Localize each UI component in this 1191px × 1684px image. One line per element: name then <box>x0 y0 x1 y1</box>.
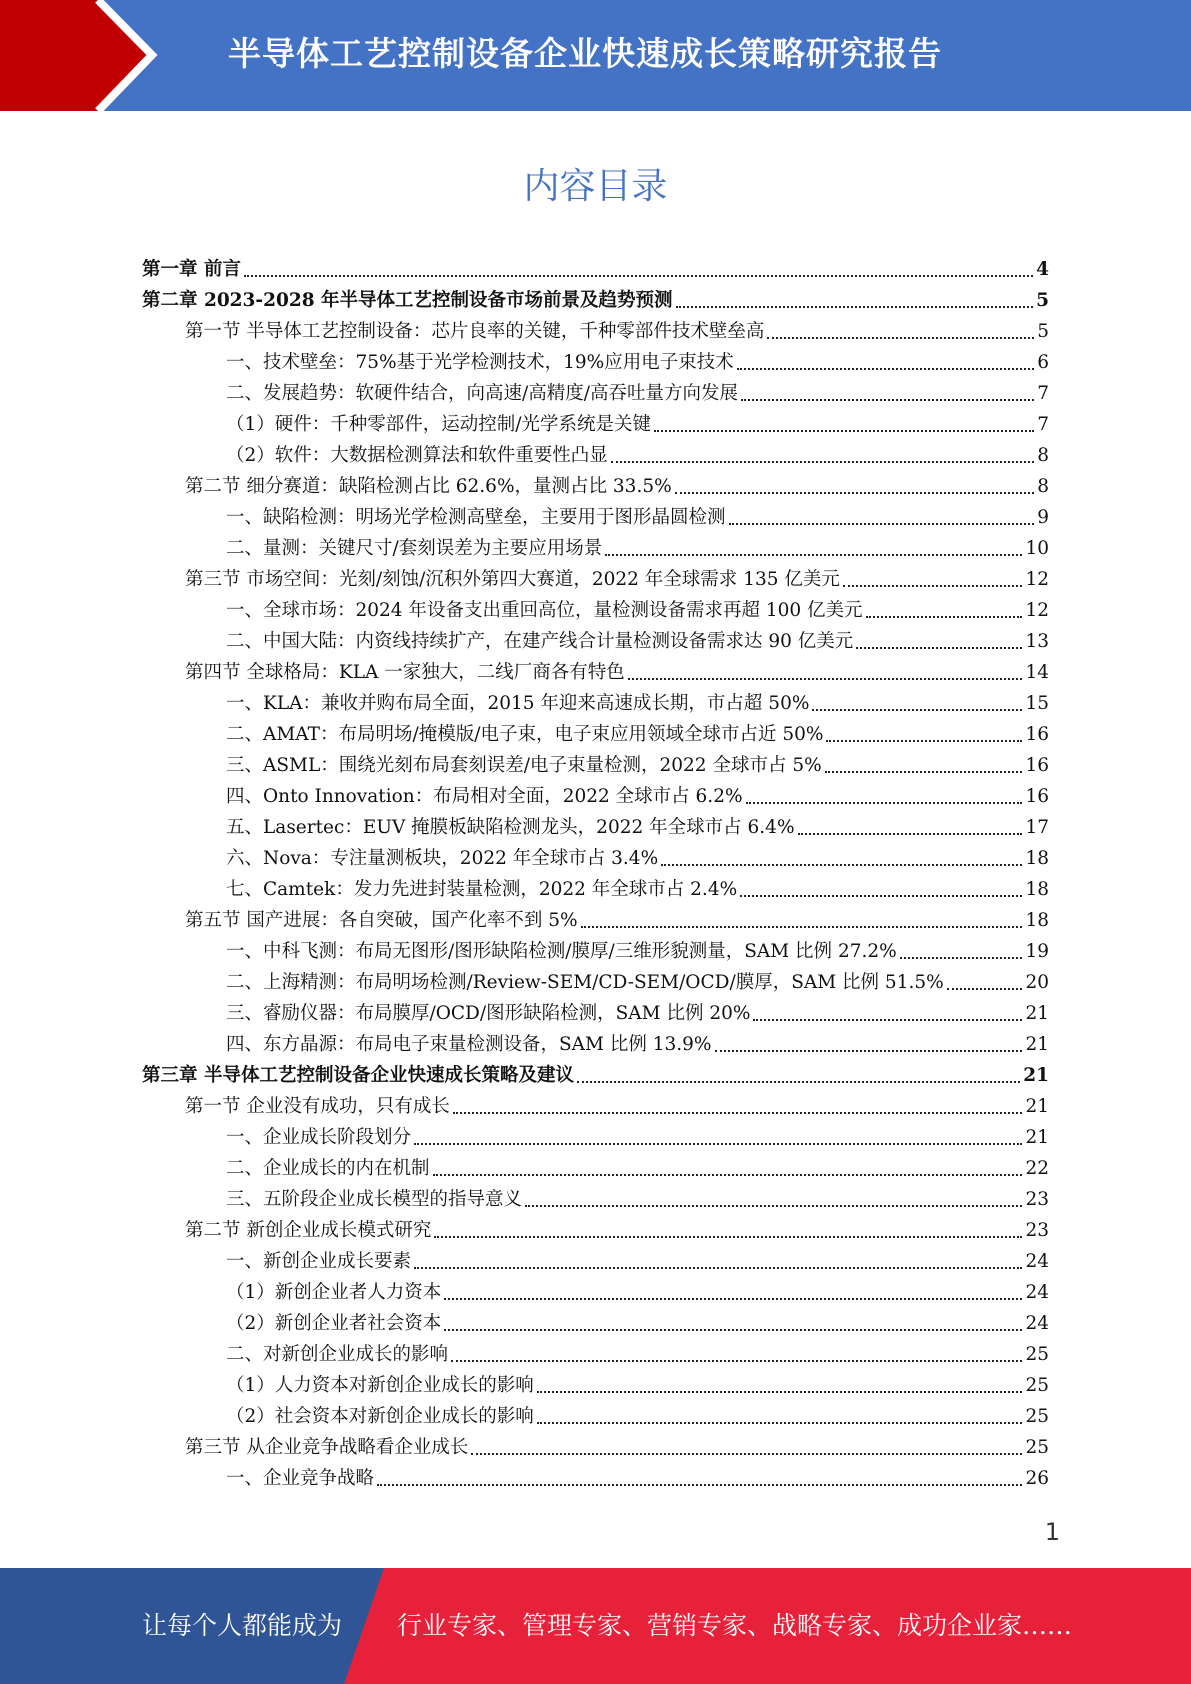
toc-dot-leader <box>661 864 1022 866</box>
toc-entry[interactable] <box>185 316 1049 347</box>
toc-dot-leader <box>856 647 1022 649</box>
toc-entry-page: 24 <box>1025 1282 1049 1303</box>
toc-entry-page: 26 <box>1025 1468 1049 1489</box>
toc-entry-title: 六、Nova：专注量测板块，2022 年全球市占 3.4% <box>226 848 659 869</box>
toc-dot-leader <box>537 1422 1023 1424</box>
toc-entry-title: 一、缺陷检测：明场光学检测高壁垒，主要用于图形晶圆检测 <box>226 507 726 528</box>
toc-dot-leader <box>577 1081 1020 1083</box>
toc-entry-title: 第三章 半导体工艺控制设备企业快速成长策略及建议 <box>142 1065 574 1086</box>
toc-entry-title: 第一节 半导体工艺控制设备：芯片良率的关键，千种零部件技术壁垒高 <box>185 321 765 342</box>
toc-entry[interactable] <box>226 533 1049 564</box>
toc-entry-title: 一、中科飞测：布局无图形/图形缺陷检测/膜厚/三维形貌测量，SAM 比例 27.2% <box>226 941 897 962</box>
toc-dot-leader <box>605 554 1022 556</box>
toc-entry[interactable] <box>142 254 1049 285</box>
toc-entry-title: （1）硬件：千种零部件，运动控制/光学系统是关键 <box>226 414 652 435</box>
toc-dot-leader <box>581 926 1023 928</box>
toc-entry-title: （1）人力资本对新创企业成长的影响 <box>226 1375 534 1396</box>
toc-dot-leader <box>611 461 1034 463</box>
toc-entry-title: 第四节 全球格局：KLA 一家独大，二线厂商各有特色 <box>185 662 625 683</box>
toc-entry-title: 二、量测：关键尺寸/套刻误差为主要应用场景 <box>226 538 603 559</box>
toc-entry[interactable] <box>226 1122 1049 1153</box>
toc-entry-page: 24 <box>1025 1251 1049 1272</box>
toc-entry-page: 18 <box>1025 848 1049 869</box>
toc-dot-leader <box>414 1267 1022 1269</box>
toc-entry-page: 8 <box>1037 476 1049 497</box>
toc-entry-page: 23 <box>1025 1189 1049 1210</box>
toc-entry[interactable] <box>226 967 1049 998</box>
toc-entry-title: 二、企业成长的内在机制 <box>226 1158 430 1179</box>
toc-entry-page: 5 <box>1036 290 1049 311</box>
toc-entry-page: 19 <box>1025 941 1049 962</box>
toc-dot-leader <box>453 1112 1023 1114</box>
toc-entry[interactable] <box>226 1277 1049 1308</box>
toc-entry-title: （1）新创企业者人力资本 <box>226 1282 442 1303</box>
toc-dot-leader <box>414 1143 1022 1145</box>
toc-entry-title: （2）社会资本对新创企业成长的影响 <box>226 1406 534 1427</box>
toc-entry[interactable] <box>226 1246 1049 1277</box>
toc-entry[interactable] <box>185 564 1049 595</box>
toc-entry-title: （2）新创企业者社会资本 <box>226 1313 442 1334</box>
toc-entry-title: 三、睿励仪器：布局膜厚/OCD/图形缺陷检测，SAM 比例 20% <box>226 1003 751 1024</box>
toc-dot-leader <box>737 368 1034 370</box>
toc-dot-leader <box>753 1019 1022 1021</box>
toc-entry-page: 13 <box>1025 631 1049 652</box>
header-banner <box>0 0 1191 111</box>
toc-entry[interactable] <box>142 285 1049 316</box>
toc-dot-leader <box>798 833 1023 835</box>
toc-entry-page: 21 <box>1025 1096 1049 1117</box>
toc-entry[interactable] <box>142 1060 1049 1091</box>
toc-entry-title: 四、东方晶源：布局电子束量检测设备，SAM 比例 13.9% <box>226 1034 712 1055</box>
toc-entry[interactable] <box>226 347 1049 378</box>
toc-entry-page: 25 <box>1025 1406 1049 1427</box>
toc-entry-page: 7 <box>1037 414 1049 435</box>
toc-dot-leader <box>947 988 1023 990</box>
toc-entry-page: 14 <box>1025 662 1049 683</box>
toc-dot-leader <box>741 399 1034 401</box>
toc-dot-leader <box>866 616 1023 618</box>
toc-entry-title: 三、五阶段企业成长模型的指导意义 <box>226 1189 523 1210</box>
toc-entry-title: 第二节 新创企业成长模式研究 <box>185 1220 432 1241</box>
toc-entry-title: 二、AMAT：布局明场/掩模版/电子束，电子束应用领域全球市占近 50% <box>226 724 824 745</box>
toc-entry-page: 15 <box>1025 693 1049 714</box>
toc-entry-page: 23 <box>1025 1220 1049 1241</box>
toc-entry-title: 一、全球市场：2024 年设备支出重回高位，量检测设备需求再超 100 亿美元 <box>226 600 863 621</box>
toc-entry-title: 第一节 企业没有成功，只有成长 <box>185 1096 450 1117</box>
toc-entry[interactable] <box>226 688 1049 719</box>
toc-dot-leader <box>444 1298 1022 1300</box>
toc-entry-title: 第一章 前言 <box>142 259 241 280</box>
toc-entry-title: 一、企业竞争战略 <box>226 1468 375 1489</box>
toc-dot-leader <box>812 709 1022 711</box>
toc-dot-leader <box>715 1050 1023 1052</box>
footer-slogan-left: 让每个人都能成为 <box>142 1611 343 1640</box>
toc-entry[interactable] <box>226 378 1049 409</box>
toc-entry[interactable] <box>226 750 1049 781</box>
toc-dot-leader <box>444 1329 1022 1331</box>
toc-dot-leader <box>471 1453 1022 1455</box>
toc-entry[interactable] <box>226 1184 1049 1215</box>
toc-entry-title: 七、Camtek：发力先进封装量检测，2022 年全球市占 2.4% <box>226 879 738 900</box>
toc-entry[interactable] <box>226 1308 1049 1339</box>
toc-entry-page: 10 <box>1025 538 1049 559</box>
toc-entry-page: 25 <box>1025 1344 1049 1365</box>
toc-entry-title: （2）软件：大数据检测算法和软件重要性凸显 <box>226 445 608 466</box>
toc-entry-page: 25 <box>1025 1437 1049 1458</box>
toc-entry-title: 二、发展趋势：软硬件结合，向高速/高精度/高吞吐量方向发展 <box>226 383 738 404</box>
toc-entry[interactable] <box>226 440 1049 471</box>
toc-entry-title: 第二章 2023-2028 年半导体工艺控制设备市场前景及趋势预测 <box>142 290 673 311</box>
toc-entry-page: 17 <box>1025 817 1049 838</box>
toc-heading: 内容目录 <box>523 166 668 207</box>
toc-dot-leader <box>525 1205 1022 1207</box>
toc-dot-leader <box>434 1236 1022 1238</box>
toc-dot-leader <box>451 1360 1022 1362</box>
toc-entry[interactable] <box>226 719 1049 750</box>
toc-dot-leader <box>675 492 1035 494</box>
toc-entry[interactable] <box>226 1153 1049 1184</box>
toc-dot-leader <box>826 740 1022 742</box>
toc-entry-page: 18 <box>1025 879 1049 900</box>
toc-entry-title: 第二节 细分赛道：缺陷检测占比 62.6%，量测占比 33.5% <box>185 476 672 497</box>
toc-entry-title: 第五节 国产进展：各自突破，国产化率不到 5% <box>185 910 578 931</box>
toc-entry-page: 6 <box>1037 352 1049 373</box>
toc-entry-page: 24 <box>1025 1313 1049 1334</box>
toc-dot-leader <box>628 678 1023 680</box>
toc-entry[interactable] <box>226 843 1049 874</box>
toc-dot-leader <box>843 585 1023 587</box>
toc-dot-leader <box>433 1174 1023 1176</box>
toc-entry[interactable] <box>226 626 1049 657</box>
toc-dot-leader <box>244 275 1033 277</box>
footer-slogan-right: 行业专家、管理专家、营销专家、战略专家、成功企业家…… <box>397 1611 1073 1640</box>
toc-entry-page: 22 <box>1025 1158 1049 1179</box>
toc-dot-leader <box>825 771 1023 773</box>
toc-entry[interactable] <box>226 812 1049 843</box>
toc-entry-title: 一、KLA：兼收并购布局全面，2015 年迎来高速成长期，市占超 50% <box>226 693 810 714</box>
toc-entry-page: 21 <box>1025 1127 1049 1148</box>
toc-entry-title: 五、Lasertec：EUV 掩膜板缺陷检测龙头，2022 年全球市占 6.4% <box>226 817 795 838</box>
toc-entry-page: 21 <box>1025 1034 1049 1055</box>
toc-entry[interactable] <box>185 471 1049 502</box>
toc-entry-title: 二、上海精测：布局明场检测/Review-SEM/CD-SEM/OCD/膜厚，SAM 比例 51.5% <box>226 972 944 993</box>
toc-entry-page: 21 <box>1025 1003 1049 1024</box>
toc-dot-leader <box>740 895 1022 897</box>
page-number: 1 <box>1044 1518 1060 1546</box>
toc-entry[interactable] <box>226 874 1049 905</box>
toc-entry[interactable] <box>185 1091 1049 1122</box>
toc-entry-title: 一、新创企业成长要素 <box>226 1251 412 1272</box>
toc-entry-page: 4 <box>1036 259 1049 280</box>
toc-entry-title: 四、Onto Innovation：布局相对全面，2022 全球市占 6.2% <box>226 786 743 807</box>
toc-dot-leader <box>676 306 1034 308</box>
toc-dot-leader <box>729 523 1035 525</box>
report-title: 半导体工艺控制设备企业快速成长策略研究报告 <box>228 34 942 73</box>
toc-dot-leader <box>537 1391 1023 1393</box>
toc-entry-title: 第三节 从企业竞争战略看企业成长 <box>185 1437 469 1458</box>
toc-entry[interactable] <box>185 1215 1049 1246</box>
footer-banner <box>0 1568 1191 1684</box>
toc-entry[interactable] <box>226 781 1049 812</box>
toc-entry-title: 第三节 市场空间：光刻/刻蚀/沉积外第四大赛道，2022 年全球需求 135 亿美元 <box>185 569 840 590</box>
toc-entry[interactable] <box>226 998 1049 1029</box>
toc-entry-page: 21 <box>1023 1065 1049 1086</box>
toc-entry-title: 二、对新创企业成长的影响 <box>226 1344 449 1365</box>
toc-entry-page: 7 <box>1037 383 1049 404</box>
toc-entry-page: 18 <box>1025 910 1049 931</box>
toc-entry-page: 20 <box>1025 972 1049 993</box>
toc-entry-page: 9 <box>1037 507 1049 528</box>
toc-entry[interactable] <box>185 1432 1049 1463</box>
toc-entry-page: 16 <box>1025 755 1049 776</box>
toc-entry-page: 16 <box>1025 724 1049 745</box>
toc-entry[interactable] <box>226 1401 1049 1432</box>
toc-entry-page: 12 <box>1025 569 1049 590</box>
toc-entry[interactable] <box>226 1370 1049 1401</box>
toc-entry-page: 8 <box>1037 445 1049 466</box>
toc-entry-page: 5 <box>1037 321 1049 342</box>
toc-dot-leader <box>377 1484 1022 1486</box>
toc-entry-page: 25 <box>1025 1375 1049 1396</box>
toc-entry[interactable] <box>226 1463 1049 1494</box>
toc-entry[interactable] <box>226 502 1049 533</box>
toc-entry-title: 三、ASML：围绕光刻布局套刻误差/电子束量检测，2022 全球市占 5% <box>226 755 822 776</box>
toc-entry[interactable] <box>226 409 1049 440</box>
toc-entry-page: 16 <box>1025 786 1049 807</box>
toc-entry[interactable] <box>185 657 1049 688</box>
toc-dot-leader <box>746 802 1023 804</box>
toc-entry[interactable] <box>226 595 1049 626</box>
toc-dot-leader <box>767 337 1034 339</box>
toc-entry[interactable] <box>185 905 1049 936</box>
toc-entry[interactable] <box>226 936 1049 967</box>
toc-entry-page: 12 <box>1025 600 1049 621</box>
toc-dot-leader <box>654 430 1034 432</box>
toc-entry-title: 一、技术壁垒：75%基于光学检测技术，19%应用电子束技术 <box>226 352 734 373</box>
toc-entry-title: 二、中国大陆：内资线持续扩产，在建产线合计量检测设备需求达 90 亿美元 <box>226 631 854 652</box>
toc-entry[interactable] <box>226 1029 1049 1060</box>
toc-entry[interactable] <box>226 1339 1049 1370</box>
toc-dot-leader <box>900 957 1023 959</box>
toc-entry-title: 一、企业成长阶段划分 <box>226 1127 412 1148</box>
